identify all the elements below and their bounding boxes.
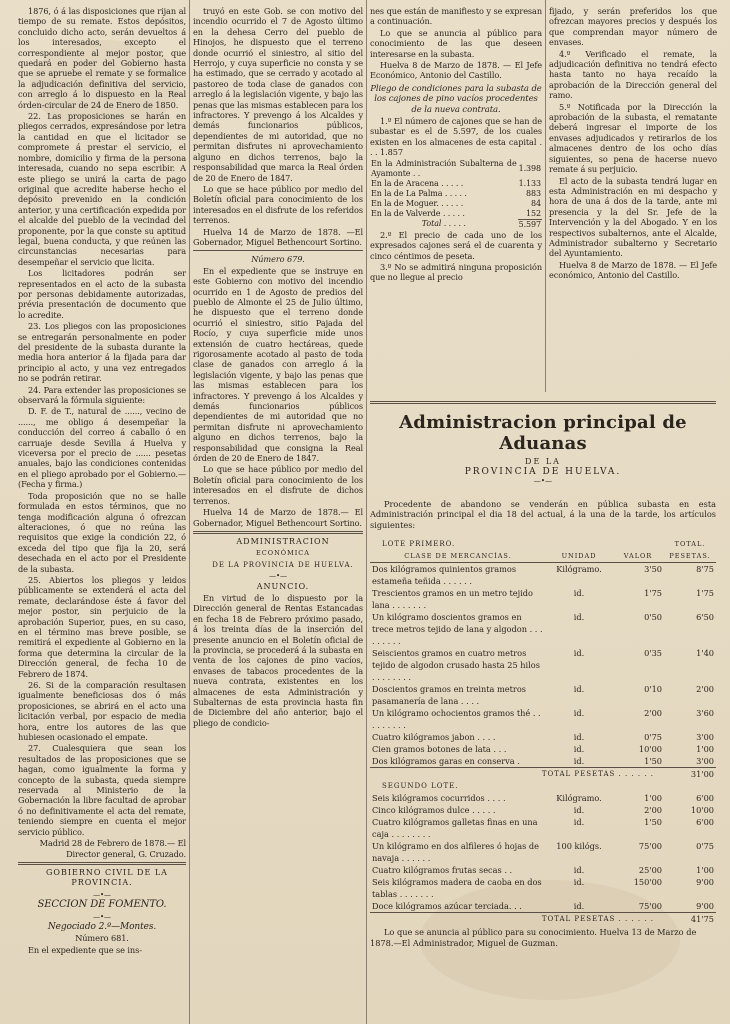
table-header — [370, 550, 716, 563]
row-value: 152 — [518, 209, 542, 220]
paragraph: Toda proposición que no se halle formulada en estos términos, que no tenga modificación alguna ó ofrezcan alteraciones, ó que no reúna las requisitos que exige la condición 22, ó exceda del tipo que fija la 20, será desechada en el acto por el Presidente de la subasta. — [18, 490, 186, 574]
goods-row — [370, 743, 716, 755]
goods-valor: 10'00 — [638, 744, 662, 755]
goods-unit: id. — [573, 877, 585, 888]
goods-valor: 0'35 — [644, 648, 662, 659]
goods-desc: Un kilógramo en dos alfileres ó hojas de navaja . . . . . . — [372, 841, 539, 864]
goods-valor: 2'00 — [644, 708, 662, 719]
customs-sub: DE LA — [525, 457, 561, 466]
ornament: —•— — [269, 572, 287, 581]
column-3 — [370, 6, 542, 284]
header-pesetas: PESETAS. — [669, 552, 711, 561]
column-rule — [366, 0, 367, 1024]
ornament: —•— — [533, 477, 553, 485]
goods-pes: 3'60 — [696, 708, 714, 719]
goods-pes: 6'50 — [696, 612, 714, 623]
divider — [193, 531, 363, 534]
row-value: 1.398 — [518, 163, 541, 173]
customs-footer: Lo que se anuncia al público para su conocimiento. Huelva 13 de Marzo de 1878.—El Administrador, Miguel de Guzman. — [370, 927, 697, 948]
condition-3: 3.º No se admitirá ninguna proposición que no llegue al precio — [370, 261, 542, 283]
goods-row — [370, 900, 716, 913]
table-header — [370, 538, 716, 550]
paragraph: Los licitadores podrán ser representados en el acto de la subasta por personas debidamente autorizadas, prévia presentación de documento que lo acredite. — [18, 268, 186, 320]
signature: Huelva 8 de Marzo de 1878. — El Jefe económico, Antonio del Castillo. — [549, 259, 717, 281]
paragraph: truyó en este Gob. se con motivo del incendio ocurrido el 7 de Agosto último en la dehesa Cerro del pueblo de Hinojos, he dispuesto que el terreno donde ocurrió el siniestro, al sitio del Herrojo, y cuya superficie no consta y se ha estimado, que se cerrado y acotado al pastoreo de toda clase de ganados con arreglo á la legislación vigente, y bajo las penas que las mismas establecen para los infractores. Y prevengo á los Alcaldes y demás funcionarios públicos, dependientes de mi autoridad, que no permitan disfrutes ni aprovechamiento alguno en dichos terrenos, bajo la responsabilidad que marca la Real órden de 20 de Enero de 1847. — [193, 6, 363, 183]
goods-row — [370, 804, 716, 816]
table-row — [370, 209, 542, 220]
goods-row — [370, 840, 716, 864]
goods-pes: 1'75 — [696, 588, 714, 599]
column-2 — [193, 6, 363, 729]
gov-heading: GOBIERNO CIVIL DE LA PROVINCIA. — [46, 867, 168, 888]
column-rule — [189, 0, 190, 1024]
goods-unit: id. — [573, 612, 585, 623]
paragraph: 26. Si de la comparación resultasen igualmente beneficiosas dos ó más proposiciones, se abrirá en el acto una licitación verbal, por espacio de media hora, entre los autores de las que hubiesen ocasionado el empate. — [18, 680, 186, 743]
table-row — [370, 159, 542, 179]
goods-row — [370, 563, 716, 588]
table-header — [370, 780, 716, 792]
goods-pes: 6'00 — [696, 793, 714, 804]
paragraph: 22. Las proposiciones se harán en pliegos cerrados, expresándose por letra la cantidad en que el licitador se compromete á prestar el servicio, el nombre, domicilio y firma de la persona interesada, cuando no sepa escribir. A este pliego se unirá la carta de pago original que acredite haberse hecho el depósito prevenido en la condición anterior, y una certificación expedida por el alcalde del pueblo de la vecindad del proponente, por la que conste su aptitud legal, buena conducta, y que reúnen las circunstancias necesarias para desempeñar el servicio que licita. — [18, 111, 186, 267]
total-value: 5.597 — [518, 219, 541, 229]
goods-valor: 75'00 — [638, 841, 662, 852]
goods-valor: 3'50 — [644, 564, 662, 575]
paragraph: El acto de la subasta tendrá lugar en esta Administración en mi despacho y hora de una á dos de la tarde, ante mi presencia y la del Sr. Jefe de la Intervención y la del Abogado. Y en los respectivos subalternos, ante el Alcalde, Administrador subalterno y Secretario del Ayuntamiento. — [549, 175, 717, 259]
section-heading: SECCION DE FOMENTO. — [37, 899, 167, 911]
goods-row — [370, 683, 716, 707]
lot2-rows — [370, 792, 716, 913]
goods-row — [370, 731, 716, 743]
table-row — [370, 179, 542, 189]
paragraph: En el expediente que se instruye en este Gobierno con motivo del incendio ocurrido en 1 de Agosto de predios del pueblo de Almonte el 25 de Julio último, he dispuesto que el terreno donde ocurrió el siniestro, sitio Pajada del Rocío, y cuya superficie mide unos extensión de cuatro hectáreas, quede rigorosamente acotado al pasto de toda clase de ganados con arreglo á la legislación vigente, y bajo las penas que las mismas establecen para los infractores. Y prevengo á los Alcaldes y demás funcionarios públicos dependientes de mi autoridad que no permitan disfrute ni aprovechamiento alguno en dichos terrenos, bajo la responsabilidad que consigna la Real órden de 20 de Enero de 1847. — [193, 265, 363, 464]
admin-heading: ADMINISTRACION — [236, 536, 330, 546]
goods-pes: 9'00 — [696, 901, 714, 912]
total-label: TOTAL PESETAS . . . . . . — [541, 770, 654, 779]
numero: Número 679. — [251, 254, 305, 265]
goods-valor: 1'50 — [644, 756, 662, 767]
divider — [370, 401, 716, 404]
goods-row — [370, 816, 716, 840]
paragraph: nes que están de manifiesto y se expresan a continuación. — [370, 6, 542, 27]
signature: Huelva 14 de Marzo de 1878. —El Gobernador, Miguel Bethencourt Sortino. — [193, 226, 363, 247]
goods-desc: Un kilógramo doscientos gramos en trece metros tejido de lana y algodon . . . . . . . . . — [372, 612, 543, 647]
condition-1: 1.º El número de cajones que se han de subastar es el de 5.597, de los cuales existen en los almacenes de esta capital . . . 1.857 — [370, 116, 542, 158]
goods-valor: 0'75 — [644, 732, 662, 743]
pliego-title: Pliego de condiciones para la subasta de los cajones de pino vacíos procedentes de la nueva contrata. — [370, 83, 542, 115]
goods-unit: id. — [573, 732, 585, 743]
ornament: —•— — [93, 890, 111, 899]
goods-row — [370, 647, 716, 683]
signature: Madrid 28 de Febrero de 1878.— El Director general, G. Cruzado. — [39, 838, 186, 859]
column-1 — [18, 6, 186, 956]
row-label: En la de Valverde . . . . . — [371, 208, 465, 218]
paragraph: 5.º Notificada por la Dirección la aprobación de la subasta, el rematante deberá ingresar el importe de los envases adjudicados y retirarlos de los almacenes dentro de los ocho días siguientes, so pena de hacerse nuevo remate á su perjuicio. — [549, 101, 717, 175]
lot-label: SEGUNDO LOTE. — [382, 782, 459, 791]
goods-unit: id. — [573, 708, 585, 719]
goods-desc: Cinco kilógramos dulce . . . . . — [372, 805, 496, 816]
row-label: En la de Moguer. . . . . . — [371, 198, 464, 208]
row-value: 1.133 — [518, 178, 541, 188]
goods-pes: 3'00 — [696, 756, 714, 767]
goods-valor: 150'00 — [633, 877, 662, 888]
goods-desc: Seis kilógramos cocurridos . . . . — [372, 793, 506, 804]
goods-unit: id. — [573, 865, 585, 876]
goods-desc: Cuatro kilógramos galletas finas en una caja . . . . . . . . — [372, 817, 538, 840]
goods-row — [370, 792, 716, 804]
goods-desc: Seis kilógramos madera de caoba en dos tablas . . . . . . . — [372, 877, 542, 900]
paragraph: 24. Para extender las proposiciones se observará la fórmula siguiente: — [18, 384, 186, 406]
goods-pes: 8'75 — [696, 564, 714, 575]
divider — [18, 862, 186, 865]
goods-table — [370, 538, 716, 925]
negociado: Negociado 2.º—Montes. — [47, 921, 157, 932]
goods-unit: id. — [573, 901, 585, 912]
goods-unit: 100 kilógs. — [556, 841, 602, 852]
goods-unit: Kilógramo. — [556, 793, 602, 804]
goods-desc: Doscientos gramos en treinta metros pasamanería de lana . . . . — [372, 684, 526, 707]
customs-title: Administracion principal de Aduanas — [399, 412, 687, 454]
signature: Huelva 14 de Marzo de 1878.— El Gobernador, Miguel Bethencourt Sortino. — [193, 507, 363, 528]
goods-desc: Un kilógramo ochocientos gramos thé . . . . . . . . . — [372, 708, 541, 731]
total-label: Total . . . . . — [421, 219, 466, 229]
admin-sub: DE LA PROVINCIA DE HUELVA. — [212, 560, 354, 569]
lot2-total: 41'75 — [690, 914, 714, 925]
goods-valor: 25'00 — [638, 865, 662, 876]
goods-unit: id. — [573, 684, 585, 695]
goods-pes: 1'40 — [696, 648, 714, 659]
paragraph: En virtud de lo dispuesto por la Dirección general de Rentas Estancadas en fecha 18 de Febrero próximo pasado, á los treinta días de la inserción del presente anuncio en el Boletín oficial de la provincia, se procederá á la subasta en venta de los cajones de pino vacíos, envases de tabacos procedentes de la nueva contrata, existentes en los almacenes de esta Administración y Subalternas de esta provincia hasta fin de Diciembre del año anterior, bajo el pliego de condicio- — [193, 592, 363, 728]
row-label: En la Administración Subalterna de Ayamonte . . — [371, 158, 517, 178]
paragraph: 1876, ó á las disposiciones que rijan al tiempo de su remate. Estos depósitos, concluido dicho acto, serán devueltos á los interesados, excepto el correspondiente al mejor postor, que quedará en poder del Gobierno hasta que se apruebe el remate y se formalice la adjudicación definitiva del servicio, con arreglo á lo dispuesto en la Real órden-circular de 24 de Enero de 1850. — [18, 6, 186, 110]
goods-valor: 75'00 — [638, 901, 662, 912]
goods-unit: id. — [573, 805, 585, 816]
goods-desc: Dos kilógramos quinientos gramos estameña teñida . . . . . . — [372, 564, 517, 587]
goods-valor: 2'00 — [644, 805, 662, 816]
table-row — [370, 189, 542, 199]
goods-pes: 10'00 — [690, 805, 714, 816]
paragraph: Lo que se anuncia al público para conocimiento de las que deseen interesarse en la subasta. — [370, 27, 542, 59]
goods-desc: Dos kilógramos garas en conserva . — [372, 756, 520, 767]
goods-row — [370, 876, 716, 900]
goods-desc: Cuatro kilógramos frutas secas . . — [372, 865, 513, 876]
paragraph: 23. Los pliegos con las proposiciones se entregarán personalmente en poder del presidente de la subasta durante la media hora anterior á la fijada para dar principio al acto, y una vez entregados no se podrán retirar. — [18, 321, 186, 384]
paragraph: 4.º Verificado el remate, la adjudicación definitiva no tendrá efecto hasta tanto no haya recaído la aprobación de la Dirección general del ramo. — [549, 48, 717, 101]
total-row — [370, 768, 716, 781]
lot1-total: 31'00 — [690, 769, 714, 780]
goods-unit: id. — [573, 648, 585, 659]
goods-unit: id. — [573, 744, 585, 755]
paragraph: fijado, y serán preferidos los que ofrezcan mayores precios y después los que comprendan mayor número de envases. — [549, 6, 717, 48]
divider — [193, 250, 363, 251]
admin-sub: ECONÓMICA — [256, 549, 310, 558]
goods-unit: id. — [573, 588, 585, 599]
goods-pes: 0'75 — [696, 841, 714, 852]
column-rule — [545, 0, 546, 392]
goods-unit: Kilógramo. — [556, 564, 602, 575]
goods-desc: Seiscientos gramos en cuatro metros tejido de algodon crusado hasta 25 hilos . . . . . . . . — [372, 648, 540, 683]
goods-pes: 2'00 — [696, 684, 714, 695]
customs-sub: PROVINCIA DE HUELVA. — [464, 467, 622, 477]
goods-unit: id. — [573, 756, 585, 767]
goods-row — [370, 611, 716, 647]
ornament: —•— — [93, 912, 111, 921]
lot1-rows — [370, 563, 716, 768]
goods-valor: 1'50 — [644, 817, 662, 828]
goods-pes: 9'00 — [696, 877, 714, 888]
lot-label: LOTE PRIMERO. — [382, 540, 456, 549]
numero: Número 681. — [75, 933, 129, 944]
paragraph: 25. Abiertos los pliegos y leidos públicamente se extenderá el acta del remate, declarándose éste á favor del mejor postor, sin perjuicio de la aprobación Superior, pues, en su caso, en el término mas breve posible, se remitirá el expediente al Gobierno en la forma que determina la circular de la Dirección general, de fecha 10 de Febrero de 1874. — [18, 574, 186, 679]
goods-row — [370, 587, 716, 611]
row-value: 883 — [526, 188, 541, 198]
goods-unit: id. — [573, 817, 585, 828]
header-unidad: UNIDAD — [561, 552, 597, 561]
paragraph: Lo que se hace público por medio del Boletín oficial para conocimiento de los interesados en el disfrute de los referidos terrenos. — [193, 183, 363, 226]
goods-valor: 0'50 — [644, 612, 662, 623]
goods-row — [370, 707, 716, 731]
goods-desc: Trescientos gramos en un metro tejido lana . . . . . . . — [372, 588, 533, 611]
customs-intro: Procedente de abandono se venderán en pública subasta en esta Administración principal el dia 18 del actual, á la una de la tarde, los artículos siguientes: — [370, 499, 716, 530]
paragraph: D. F. de T., natural de ......, vecino de ......, me obligo á desempeñar la conducción del correo á caballo ó en carruaje desde Sevilla á Huelva y viceversa por el precio de ...... pesetas anuales, bajo las condiciones contenidas en el pliego aprobado por el Gobierno.—(Fecha y firma.) — [18, 406, 186, 490]
customs-notice — [370, 398, 716, 948]
paragraph: Lo que se hace público por medio del Boletín oficial para conocimiento de los interesados en el disfrute de dichos terrenos. — [193, 464, 363, 506]
anuncio-heading: ANUNCIO. — [256, 581, 310, 591]
header-valor: VALOR — [623, 552, 653, 561]
signature: Huelva 8 de Marzo de 1878. — El Jefe Económico, Antonio del Castillo. — [370, 60, 542, 81]
row-label: En la de La Palma . . . . . — [371, 188, 467, 198]
goods-row — [370, 755, 716, 768]
goods-valor: 1'00 — [644, 793, 662, 804]
paragraph: 27. Cualesquiera que sean los resultados de las proposiciones que se hagan, como igualmente la forma y concepto de la subasta, queda siempre reservada al Ministerio de la Gobernación la libre facultad de aprobar ó no definitivamente el acta del remate, teniendo siempre en cuenta el mejor servicio público. — [18, 743, 186, 837]
total-row — [370, 913, 716, 926]
table-row — [370, 199, 542, 209]
goods-valor: 0'10 — [644, 684, 662, 695]
header-total: TOTAL. — [674, 540, 706, 549]
row-label: En la de Aracena . . . . . — [371, 178, 464, 188]
condition-2: 2.º El precio de cada uno de los expresados cajones será el de cuarenta y cinco céntimos de peseta. — [370, 229, 542, 261]
column-4 — [549, 6, 717, 282]
goods-pes: 1'00 — [696, 865, 714, 876]
header-clase: CLASE DE MERCANCÍAS. — [404, 552, 512, 561]
goods-pes: 3'00 — [696, 732, 714, 743]
total-label: TOTAL PESETAS . . . . . . — [541, 915, 654, 924]
goods-pes: 1'00 — [696, 744, 714, 755]
goods-row — [370, 864, 716, 876]
boxes-table — [370, 159, 542, 230]
total-row — [370, 219, 542, 230]
goods-desc: Cuatro kilógramos jabon . . . . — [372, 732, 496, 743]
goods-desc: Cien gramos botones de lata . . . — [372, 744, 507, 755]
goods-valor: 1'75 — [644, 588, 662, 599]
row-value: 84 — [531, 198, 541, 208]
paragraph: En el expediente que se ins- — [28, 944, 142, 955]
goods-desc: Doce kilógramos azúcar terciada. . . — [372, 901, 522, 912]
goods-pes: 6'00 — [696, 817, 714, 828]
